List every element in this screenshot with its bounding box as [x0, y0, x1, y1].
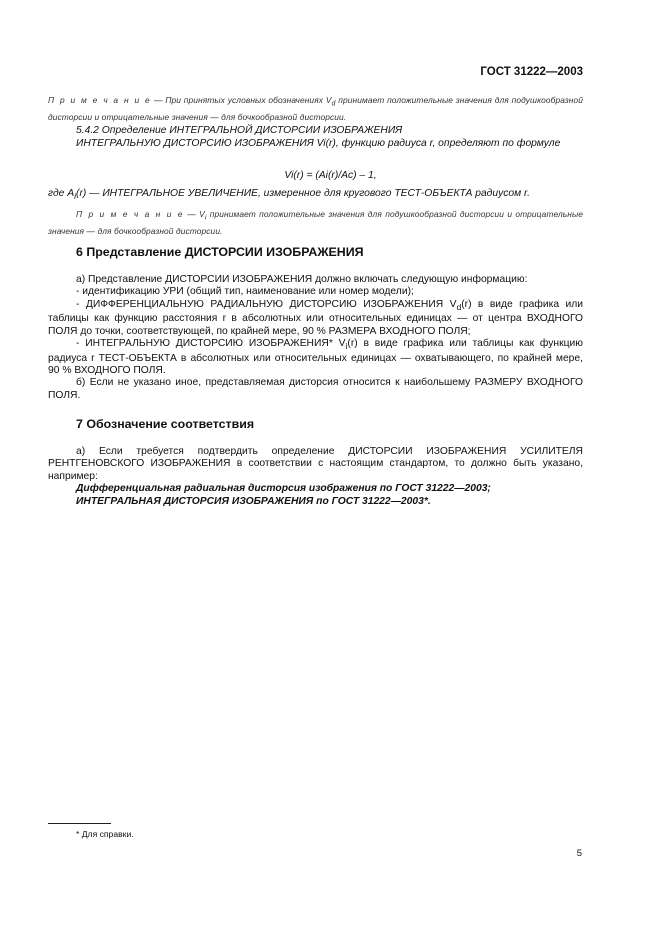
standard-code: ГОСТ 31222—2003	[480, 66, 583, 78]
formula-where: где $A_i(r)$ — ИНТЕГРАЛЬНОЕ УВЕЛИЧЕНИЕ, измеренное для кругового ТЕСТ-ОБЪЕКТА радиусом r.	[48, 188, 530, 202]
section-5-4-2-text: ИНТЕГРАЛЬНУЮ ДИСТОРСИЮ ИЗОБРАЖЕНИЯ Vi(r), функцию радиуса r, определяют по формуле	[76, 138, 561, 149]
example-differential: Дифференциальная радиальная дисторсия изображения по ГОСТ 31222—2003;	[76, 483, 491, 495]
note-2: П р и м е ч а н и е — $V_i$ принимает положительные значения для подушкообразной дисторсии и отрицательные значения — для бочкообразной дисторсии.	[48, 209, 583, 236]
section-6-item-a: а) Представление ДИСТОРСИИ ИЗОБРАЖЕНИЯ должно включать следующую информацию:	[76, 274, 528, 285]
section-7-body	[48, 446, 583, 508]
footnote: * Для справки.	[76, 829, 134, 839]
footnote-divider	[48, 823, 111, 824]
section-6-item-device: - идентификацию УРИ (общий тип, наименование или номер модели);	[76, 286, 414, 298]
section-5-4-2-title: 5.4.2 Определение ИНТЕГРАЛЬНОЙ ДИСТОРСИИ ИЗОБРАЖЕНИЯ	[76, 125, 403, 136]
section-7-heading: 7 Обозначение соответствия	[76, 417, 255, 431]
section-6-heading: 6 Представление ДИСТОРСИИ ИЗОБРАЖЕНИЯ	[76, 245, 364, 259]
formula: Vi(r) = (Ai(r)/Ac) – 1,	[284, 170, 377, 181]
page-number: 5	[576, 848, 582, 859]
section-6-item-integral: - ИНТЕГРАЛЬНУЮ ДИСТОРСИЮ ИЗОБРАЖЕНИЯ* $V_i(r)$ в виде графика или таблицы как функцию радиуса r ТЕСТ-ОБЪЕКТА в абсолютных или относительных единицах — охватывающего, по крайней мере, 90 % ВХОДНОГО ПОЛЯ.	[48, 338, 583, 376]
section-6-item-differential: - ДИФФЕРЕНЦИАЛЬНУЮ РАДИАЛЬНУЮ ДИСТОРСИЮ ИЗОБРАЖЕНИЯ $V_d(r)$ в виде графика или таблицы как функцию расстояния r в абсолютных или относительных единицах — от центра ВХОДНОГО ПОЛЯ до точки, соответствующей, по крайней мере, 90 % РАЗМЕРА ВХОДНОГО ПОЛЯ;	[48, 298, 583, 337]
section-7-item-a: а) Если требуется подтвердить определение ДИСТОРСИИ ИЗОБРАЖЕНИЯ УСИЛИТЕЛЯ РЕНТГЕНОВСКОГО ИЗОБРАЖЕНИЯ в соответствии с настоящим стандартом, то должно быть указано, например:	[48, 446, 583, 482]
note-1: П р и м е ч а н и е — При принятых условных обозначениях $V_d$ принимает положительные значения для подушкообразной дисторсии и отрицательные значения — для бочкообразной дисторсии.	[48, 95, 583, 122]
note-2-label: П р и м е ч а н и е	[76, 209, 185, 219]
section-6-body	[48, 274, 583, 402]
example-integral: ИНТЕГРАЛЬНАЯ ДИСТОРСИЯ ИЗОБРАЖЕНИЯ по ГОСТ 31222—2003*.	[76, 495, 431, 507]
section-6-item-b: б) Если не указано иное, представляемая дисторсия относится к наибольшему РАЗМЕРУ ВХОДНОГО ПОЛЯ.	[48, 377, 583, 401]
note-1-label: П р и м е ч а н и е	[48, 95, 152, 105]
